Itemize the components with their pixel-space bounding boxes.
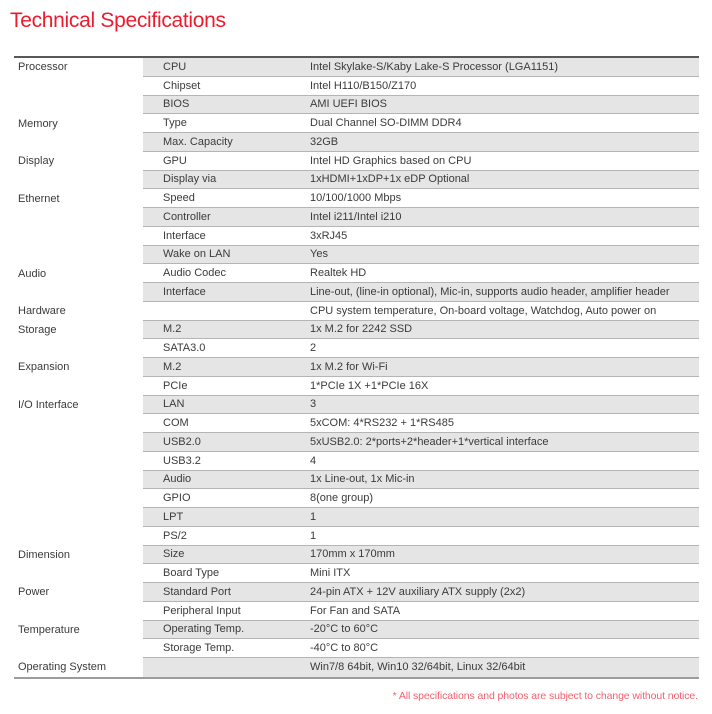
value-cell: 170mm x 170mm: [310, 548, 395, 561]
category-cell: [14, 602, 143, 621]
item-cell: GPIO: [163, 492, 191, 505]
row-band: [143, 171, 699, 190]
table-row: [14, 602, 699, 621]
category-cell: Processor: [14, 58, 143, 77]
category-cell: [14, 564, 143, 583]
table-row: [14, 564, 699, 583]
item-cell: Size: [163, 548, 185, 561]
table-row: [14, 133, 699, 152]
value-cell: Intel i211/Intel i210: [310, 210, 402, 223]
value-cell: Realtek HD: [310, 267, 367, 280]
category-cell: [14, 639, 143, 658]
value-cell: 1*PCIe 1X +1*PCIe 16X: [310, 379, 429, 392]
category-cell: [14, 471, 143, 490]
value-cell: 3xRJ45: [310, 229, 348, 242]
item-cell: [143, 658, 307, 677]
value-cell: 4: [310, 454, 317, 467]
item-cell: M.2: [163, 360, 182, 373]
category-cell: Dimension: [14, 546, 143, 565]
row-band: [143, 264, 699, 283]
row-band: [143, 452, 699, 471]
row-band: [143, 658, 699, 677]
value-cell: 1: [310, 529, 317, 542]
category-cell: [14, 227, 143, 246]
value-cell: 5xUSB2.0: 2*ports+2*header+1*vertical interface: [310, 435, 549, 448]
value-cell: 1x Line-out, 1x Mic-in: [310, 473, 415, 486]
row-band: [143, 377, 699, 396]
footnote: * All specifications and photos are subject to change without notice.: [392, 689, 698, 702]
table-row: [14, 489, 699, 508]
item-cell: [143, 302, 307, 320]
page-title: Technical Specifications: [10, 9, 226, 32]
row-band: [143, 471, 699, 490]
category-cell: Power: [14, 583, 143, 602]
table-row: [14, 621, 699, 640]
table-row: [14, 527, 699, 546]
item-cell: Controller: [163, 210, 211, 223]
item-cell: Operating Temp.: [163, 623, 245, 636]
table-row: [14, 639, 699, 658]
item-cell: COM: [163, 417, 189, 430]
value-cell: For Fan and SATA: [310, 604, 401, 617]
category-cell: Ethernet: [14, 189, 143, 208]
value-cell: 5xCOM: 4*RS232 + 1*RS485: [310, 417, 454, 430]
item-cell: GPU: [163, 154, 187, 167]
category-cell: [14, 283, 143, 302]
value-cell: 1xHDMI+1xDP+1x eDP Optional: [310, 173, 470, 186]
table-row: [14, 227, 699, 246]
value-cell: Yes: [310, 248, 328, 261]
category-cell: [14, 508, 143, 527]
category-cell: [14, 452, 143, 471]
row-band: [143, 414, 699, 433]
item-cell: LPT: [163, 510, 184, 523]
category-cell: Hardware: [14, 302, 143, 321]
value-cell: Win7/8 64bit, Win10 32/64bit, Linux 32/64bit: [310, 661, 526, 674]
item-cell: Audio Codec: [163, 267, 226, 280]
item-cell: LAN: [163, 398, 185, 411]
table-row: [14, 658, 699, 677]
table-row: [14, 546, 699, 565]
table-row: [14, 189, 699, 208]
item-cell: M.2: [163, 323, 182, 336]
category-cell: Audio: [14, 264, 143, 283]
item-cell: Display via: [163, 173, 217, 186]
category-cell: Operating System: [14, 658, 143, 677]
value-cell: 1x M.2 for Wi-Fi: [310, 360, 388, 373]
category-cell: Memory: [14, 114, 143, 133]
table-row: [14, 358, 699, 377]
item-cell: Storage Temp.: [163, 642, 235, 655]
table-row: [14, 77, 699, 96]
item-cell: Interface: [163, 285, 206, 298]
item-cell: Interface: [163, 229, 206, 242]
category-cell: [14, 414, 143, 433]
value-cell: Mini ITX: [310, 567, 351, 580]
category-cell: [14, 433, 143, 452]
value-cell: 24-pin ATX + 12V auxiliary ATX supply (2x2): [310, 585, 526, 598]
row-band: [143, 583, 699, 602]
table-row: [14, 508, 699, 527]
value-cell: -20°C to 60°C: [310, 623, 379, 636]
table-row: [14, 96, 699, 115]
spec-table: [14, 56, 699, 679]
value-cell: Intel H110/B150/Z170: [310, 79, 417, 92]
row-band: [143, 58, 699, 77]
row-band: [143, 283, 699, 302]
table-row: [14, 414, 699, 433]
row-band: [143, 602, 699, 621]
category-cell: Temperature: [14, 621, 143, 640]
row-band: [143, 527, 699, 546]
table-row: [14, 264, 699, 283]
row-band: [143, 77, 699, 96]
item-cell: Type: [163, 117, 187, 130]
value-cell: Line-out, (line-in optional), Mic-in, supports audio header, amplifier header: [310, 285, 670, 298]
row-band: [143, 302, 699, 321]
row-band: [143, 96, 699, 115]
category-cell: I/O Interface: [14, 396, 143, 415]
table-row: [14, 452, 699, 471]
value-cell: -40°C to 80°C: [310, 642, 379, 655]
category-cell: [14, 133, 143, 152]
row-band: [143, 321, 699, 340]
table-row: [14, 377, 699, 396]
item-cell: Max. Capacity: [163, 135, 233, 148]
row-band: [143, 133, 699, 152]
row-band: [143, 396, 699, 415]
category-cell: [14, 96, 143, 115]
item-cell: Standard Port: [163, 585, 231, 598]
value-cell: Intel HD Graphics based on CPU: [310, 154, 472, 167]
row-band: [143, 152, 699, 171]
item-cell: SATA3.0: [163, 342, 206, 355]
value-cell: CPU system temperature, On-board voltage, Watchdog, Auto power on: [310, 304, 657, 317]
value-cell: 32GB: [310, 135, 339, 148]
row-band: [143, 546, 699, 565]
value-cell: 3: [310, 398, 317, 411]
table-row: [14, 114, 699, 133]
category-cell: Storage: [14, 321, 143, 340]
item-cell: Speed: [163, 192, 195, 205]
row-band: [143, 227, 699, 246]
value-cell: 1: [310, 510, 317, 523]
value-cell: Dual Channel SO-DIMM DDR4: [310, 117, 462, 130]
table-row: [14, 583, 699, 602]
category-cell: [14, 489, 143, 508]
item-cell: USB2.0: [163, 435, 201, 448]
row-band: [143, 508, 699, 527]
value-cell: 8(one group): [310, 492, 373, 505]
table-row: [14, 208, 699, 227]
row-band: [143, 114, 699, 133]
row-band: [143, 208, 699, 227]
table-row: [14, 302, 699, 321]
category-cell: [14, 527, 143, 546]
value-cell: AMI UEFI BIOS: [310, 98, 388, 111]
category-cell: [14, 339, 143, 358]
value-cell: Intel Skylake-S/Kaby Lake-S Processor (LGA1151): [310, 60, 559, 73]
category-cell: Display: [14, 152, 143, 171]
row-band: [143, 339, 699, 358]
category-cell: [14, 171, 143, 190]
row-band: [143, 358, 699, 377]
category-cell: Expansion: [14, 358, 143, 377]
value-cell: 1x M.2 for 2242 SSD: [310, 323, 413, 336]
table-row: [14, 171, 699, 190]
table-row: [14, 321, 699, 340]
row-band: [143, 564, 699, 583]
category-cell: [14, 246, 143, 265]
category-cell: [14, 208, 143, 227]
row-band: [143, 246, 699, 265]
item-cell: PCIe: [163, 379, 188, 392]
row-band: [143, 621, 699, 640]
item-cell: BIOS: [163, 98, 190, 111]
item-cell: Peripheral Input: [163, 604, 241, 617]
row-band: [143, 489, 699, 508]
row-band: [143, 639, 699, 658]
table-row: [14, 246, 699, 265]
row-band: [143, 189, 699, 208]
table-row: [14, 396, 699, 415]
value-cell: 2: [310, 342, 317, 355]
table-row: [14, 433, 699, 452]
row-band: [143, 433, 699, 452]
item-cell: CPU: [163, 60, 187, 73]
item-cell: Chipset: [163, 79, 201, 92]
item-cell: USB3.2: [163, 454, 201, 467]
category-cell: [14, 377, 143, 396]
item-cell: Wake on LAN: [163, 248, 231, 261]
table-row: [14, 339, 699, 358]
table-row: [14, 58, 699, 77]
value-cell: 10/100/1000 Mbps: [310, 192, 402, 205]
item-cell: Board Type: [163, 567, 220, 580]
table-row: [14, 152, 699, 171]
table-row: [14, 283, 699, 302]
table-row: [14, 471, 699, 490]
item-cell: PS/2: [163, 529, 187, 542]
category-cell: [14, 77, 143, 96]
item-cell: Audio: [163, 473, 192, 486]
